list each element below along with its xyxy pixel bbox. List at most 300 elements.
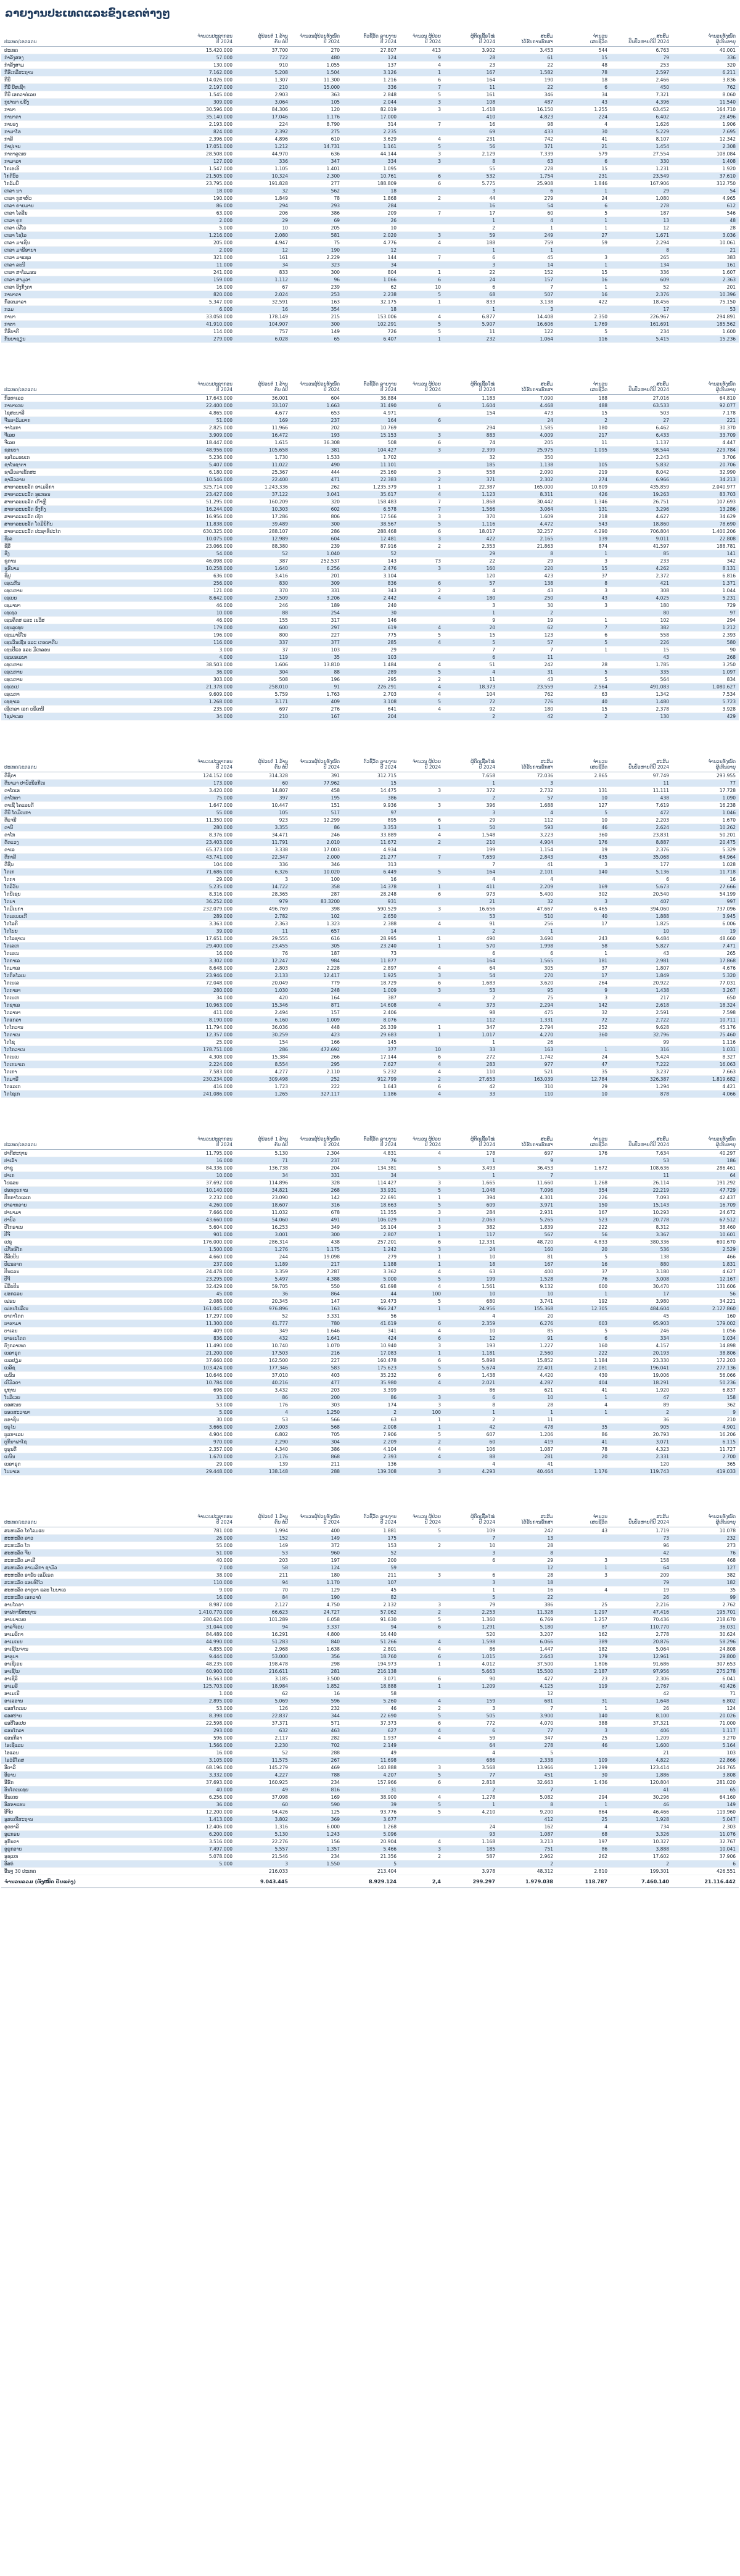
value-cell: 54.199: [672, 891, 739, 898]
value-cell: 830: [236, 580, 291, 587]
value-cell: 1.638: [291, 1646, 343, 1653]
country-name-cell: ຊາມົວລານ: [1, 476, 186, 484]
value-cell: [556, 1542, 610, 1550]
value-cell: 5.180: [498, 1624, 556, 1631]
value-cell: 30.370: [672, 424, 739, 432]
table-row: [1, 787, 739, 795]
value-cell: 5.130: [236, 1150, 291, 1157]
value-cell: 432: [236, 1335, 291, 1342]
value-cell: 3.888: [610, 1846, 672, 1853]
table-row: [1, 543, 739, 550]
country-name-cell: ຊູຣີນາມ: [1, 565, 186, 572]
value-cell: 103: [672, 1749, 739, 1757]
value-cell: 15.500: [498, 1668, 556, 1675]
value-cell: 193: [291, 432, 343, 439]
value-cell: 30: [556, 128, 610, 136]
value-cell: 300: [291, 521, 343, 528]
value-cell: 520: [444, 1631, 498, 1638]
value-cell: 35: [556, 1424, 610, 1431]
value-cell: [444, 1860, 498, 1868]
value-cell: 34.000: [186, 994, 236, 1002]
value-cell: 45.000: [186, 1290, 236, 1298]
value-cell: 24: [444, 276, 498, 284]
value-cell: 342: [672, 558, 739, 565]
value-cell: 204: [343, 713, 400, 720]
value-cell: 286.314: [236, 1239, 291, 1246]
column-header[interactable]: ຈໍານວນຜູ້ປ່ວຍທັງໝົດ ປີ 2024: [291, 750, 343, 772]
value-cell: 41.619: [343, 1320, 400, 1327]
column-header[interactable]: ຜູ້ຕິດເຊື້ອໃໝ່ ປີ 2024: [444, 373, 498, 395]
value-cell: 391: [291, 772, 343, 780]
value-cell: [400, 1017, 444, 1024]
value-cell: 215: [291, 313, 343, 321]
value-cell: 60: [444, 1439, 498, 1446]
value-cell: 18.888: [343, 1683, 400, 1690]
value-cell: 5.673: [610, 883, 672, 891]
country-name-cell: ປອກຕູຍການ: [1, 1187, 186, 1194]
value-cell: 836: [343, 580, 400, 587]
value-cell: 51.295.000: [186, 498, 236, 506]
value-cell: 3.108: [343, 698, 400, 706]
value-cell: 232: [444, 336, 498, 343]
value-cell: 4: [498, 809, 556, 817]
value-cell: 7.093: [610, 1194, 672, 1202]
country-name-cell: ບູກິນາຟາໂຊ: [1, 1439, 186, 1446]
column-header[interactable]: ຕົວຊີ້ວັດ ລາຍງານ ປີ 2024: [343, 750, 400, 772]
value-cell: 227: [291, 1357, 343, 1364]
value-cell: 4.210: [444, 1809, 498, 1816]
value-cell: 596: [291, 1698, 343, 1705]
value-cell: 6.211: [672, 69, 739, 76]
value-cell: 295: [343, 676, 400, 683]
value-cell: 40: [556, 698, 610, 706]
value-cell: 145.279: [236, 1764, 291, 1772]
value-cell: 3: [556, 602, 610, 609]
column-header[interactable]: ຈໍານວນປະຊາກອນ ປີ 2024: [186, 750, 236, 772]
value-cell: 23.240: [343, 943, 400, 950]
table-row: [1, 121, 739, 128]
column-header[interactable]: ປະເທດ/ເຂດແດນ: [1, 373, 186, 395]
value-cell: 2.129: [444, 151, 498, 158]
table-row: [1, 1668, 739, 1675]
value-cell: 4.227: [236, 1772, 291, 1779]
table-row: [1, 1439, 739, 1446]
value-cell: 60: [236, 1801, 291, 1809]
value-cell: 4.677: [236, 410, 291, 417]
value-cell: 5.000: [186, 1409, 236, 1416]
value-cell: 609: [610, 276, 672, 284]
data-section: [1, 750, 739, 1098]
value-cell: 1.600: [672, 328, 739, 336]
table-row: [1, 1764, 739, 1772]
value-cell: 289.000: [186, 913, 236, 920]
value-cell: 139.308: [343, 1468, 400, 1476]
value-cell: 64.160: [672, 1794, 739, 1801]
value-cell: 2.308: [672, 143, 739, 151]
column-header[interactable]: ຈໍານວນ ຜູ້ປ່ວຍ ປີ 2024: [400, 373, 444, 395]
value-cell: 371: [444, 476, 498, 484]
value-cell: 1.009: [291, 1017, 343, 1024]
column-header[interactable]: ຈໍານວນ ເສຍຊີວິດ: [556, 750, 610, 772]
column-header[interactable]: ຈໍານວນ ເສຍຊີວິດ: [556, 25, 610, 47]
value-cell: [400, 1557, 444, 1564]
value-cell: 751: [498, 1846, 556, 1853]
value-cell: 109: [556, 1757, 610, 1764]
value-cell: 32: [236, 188, 291, 195]
value-cell: 94.426: [236, 1809, 291, 1816]
value-cell: 309.498: [236, 1076, 291, 1083]
value-cell: 179.002: [672, 1320, 739, 1327]
value-cell: 12.167: [672, 1276, 739, 1283]
column-header[interactable]: ປະເທດ/ເຂດແດນ: [1, 750, 186, 772]
value-cell: 1: [400, 935, 444, 943]
value-cell: 36: [610, 1416, 672, 1424]
value-cell: 40.000: [186, 1557, 236, 1564]
value-cell: 316: [610, 1046, 672, 1054]
value-cell: 209: [343, 210, 400, 217]
value-cell: 123.414: [610, 1764, 672, 1772]
value-cell: 2.803: [236, 965, 291, 972]
table-row: [1, 839, 739, 846]
value-cell: 3.041: [291, 491, 343, 498]
value-cell: 5.235.000: [186, 883, 236, 891]
value-cell: 97: [343, 809, 400, 817]
country-name-cell: ສະຫະລັດ ຈີນ: [1, 1550, 186, 1557]
value-cell: [444, 1816, 498, 1823]
value-cell: 60: [498, 210, 556, 217]
table-row: [1, 1387, 739, 1394]
column-header[interactable]: ປະເທດ/ເຂດແດນ: [1, 1505, 186, 1527]
column-header[interactable]: ສະສົມ ປິ່ນປົວຫາຍດີປີ 2024: [610, 25, 672, 47]
value-cell: 2.363: [236, 920, 291, 928]
value-cell: 17.643.000: [186, 395, 236, 402]
value-cell: 21.277: [343, 854, 400, 861]
value-cell: 726: [343, 328, 400, 336]
column-header[interactable]: ສະສົມ ປິ່ນປົວຫາຍດີປີ 2024: [610, 750, 672, 772]
table-row: [1, 1786, 739, 1794]
value-cell: 11: [498, 654, 556, 661]
value-cell: 22.400.000: [186, 402, 236, 410]
column-header[interactable]: ສະສົມ ປິ່ນປົວຫາຍດີປີ 2024: [610, 1505, 672, 1527]
value-cell: 8.790: [291, 121, 343, 128]
value-cell: 284: [343, 202, 400, 210]
value-cell: 29: [556, 1083, 610, 1091]
column-header[interactable]: ຈໍານວນຜູ້ປ່ວຍທັງໝົດ ປີ 2024: [291, 25, 343, 47]
value-cell: 138: [498, 580, 556, 587]
value-cell: 3.171: [236, 698, 291, 706]
value-cell: [400, 1668, 444, 1675]
value-cell: 125: [291, 1809, 343, 1816]
value-cell: 280.624.000: [186, 1616, 236, 1624]
country-name-cell: ແອນໂກລາ: [1, 1727, 186, 1735]
column-header[interactable]: ຜູ້ປ່ວຍຕໍ່ 1 ລ້ານ ຄົນ ຕໍ່ປີ: [236, 25, 291, 47]
value-cell: 83.703: [672, 491, 739, 498]
column-header[interactable]: ຈໍານວນປະຊາກອນ ປີ 2024: [186, 25, 236, 47]
column-header[interactable]: ຜູ້ຕິດເຊື້ອໃໝ່ ປີ 2024: [444, 1505, 498, 1527]
country-name-cell: ການາ: [1, 313, 186, 321]
column-header[interactable]: ຜູ້ຕິດເຊື້ອໃໝ່ ປີ 2024: [444, 1128, 498, 1150]
value-cell: [186, 1868, 236, 1875]
value-cell: 50.236: [672, 1379, 739, 1387]
value-cell: 49: [236, 1786, 291, 1794]
value-cell: 34.629: [672, 513, 739, 521]
value-cell: 58.296: [672, 1638, 739, 1646]
value-cell: 1.438: [444, 1372, 498, 1379]
column-header[interactable]: ສະສົມ ປິ່ນປົວຫາຍດີປີ 2024: [610, 373, 672, 395]
table-row: [1, 669, 739, 676]
column-header[interactable]: ຈໍານວນປະຊາກອນ ປີ 2024: [186, 1128, 236, 1150]
value-cell: 970.000: [186, 1439, 236, 1446]
value-cell: 3.432: [236, 1387, 291, 1394]
value-cell: 99: [610, 1039, 672, 1046]
column-header[interactable]: ປະເທດ/ເຂດແດນ: [1, 1128, 186, 1150]
value-cell: 779: [291, 980, 343, 987]
value-cell: 4: [400, 1061, 444, 1068]
value-cell: 2: [498, 609, 556, 617]
value-cell: 120: [444, 572, 498, 580]
country-name-cell: ໂດກາລາ: [1, 987, 186, 994]
value-cell: 4.270: [498, 1031, 556, 1039]
value-cell: 179.000: [186, 624, 236, 632]
value-cell: [400, 1172, 444, 1179]
table-row: [1, 1031, 739, 1039]
value-cell: 3: [498, 306, 556, 313]
column-header[interactable]: ຈໍານວນປະຊາກອນ ປີ 2024: [186, 1505, 236, 1527]
value-cell: 16.244.000: [186, 506, 236, 513]
value-cell: 310: [498, 1083, 556, 1091]
value-cell: 114.427: [343, 1179, 400, 1187]
column-header[interactable]: ຈໍານວນ ເສຍຊີວິດ: [556, 1128, 610, 1150]
column-header[interactable]: ຕົວຊີ້ວັດ ລາຍງານ ປີ 2024: [343, 1128, 400, 1150]
value-cell: 1.454: [610, 143, 672, 151]
value-cell: 6.802: [236, 1431, 291, 1439]
column-header[interactable]: ຈໍານວນທັງໝົດ ຜູ້ເກີນອາຍຸ: [672, 25, 739, 47]
value-cell: 596.000: [186, 1735, 236, 1742]
value-cell: 163: [498, 1046, 556, 1054]
value-cell: 5.265: [498, 1216, 556, 1224]
value-cell: 2.081: [556, 1364, 610, 1372]
value-cell: 1: [498, 247, 556, 254]
country-name-cell: ຈາໄມກາ: [1, 424, 186, 432]
value-cell: 3.000: [186, 646, 236, 654]
column-header[interactable]: ສະສົມ ໄດ້ຮັບການຮັກສາ: [498, 1128, 556, 1150]
column-header[interactable]: ຈໍານວນ ຜູ້ປ່ວຍ ປີ 2024: [400, 750, 444, 772]
value-cell: 2.359: [444, 1320, 498, 1327]
value-cell: 122: [498, 328, 556, 336]
column-header[interactable]: ສະສົມ ໄດ້ຮັບການຮັກສາ: [498, 373, 556, 395]
value-cell: 4: [400, 491, 444, 498]
value-cell: 5: [400, 521, 444, 528]
country-name-cell: ສາທາລະນະລັດ ເກົາຫຼີ: [1, 498, 186, 506]
table-row: [1, 1772, 739, 1779]
value-cell: 15.143: [610, 1202, 672, 1209]
country-name-cell: ເກລາ ອິງກັງດາ: [1, 284, 186, 291]
value-cell: 532: [444, 173, 498, 180]
column-header[interactable]: ຈໍານວນທັງໝົດ ຜູ້ເກີນອາຍຸ: [672, 373, 739, 395]
value-cell: 1: [556, 1705, 610, 1712]
value-cell: 4.260.000: [186, 1202, 236, 1209]
value-cell: 4.947: [236, 239, 291, 247]
value-cell: 8.316.000: [186, 891, 236, 898]
value-cell: 41.777: [236, 1320, 291, 1327]
value-cell: 169: [556, 883, 610, 891]
column-header[interactable]: ຜູ້ປ່ວຍຕໍ່ 1 ລ້ານ ຄົນ ຕໍ່ປີ: [236, 373, 291, 395]
value-cell: 1.607: [672, 269, 739, 276]
value-cell: 6.160: [236, 1017, 291, 1024]
table-row: [1, 1187, 739, 1194]
value-cell: 2.010: [291, 839, 343, 846]
value-cell: 120.804: [610, 1779, 672, 1786]
value-cell: 176: [556, 839, 610, 846]
value-cell: 4.012: [444, 1661, 498, 1668]
column-header[interactable]: ຈໍານວນ ເສຍຊີວິດ: [556, 1505, 610, 1527]
column-header[interactable]: ຈໍານວນຜູ້ປ່ວຍທັງໝົດ ປີ 2024: [291, 1128, 343, 1150]
value-cell: 14.898: [672, 1342, 739, 1350]
value-cell: 3.250: [672, 661, 739, 669]
value-cell: 8.887: [610, 839, 672, 846]
value-cell: 145: [343, 1039, 400, 1046]
column-header[interactable]: ຜູ້ປ່ວຍຕໍ່ 1 ລ້ານ ຄົນ ຕໍ່ປີ: [236, 1505, 291, 1527]
column-header[interactable]: ປະເທດ/ເຂດແດນ: [1, 25, 186, 47]
table-row: [1, 454, 739, 461]
table-row: [1, 1453, 739, 1461]
table-row: [1, 898, 739, 906]
value-cell: 160: [444, 565, 498, 572]
value-cell: 179: [556, 1653, 610, 1661]
value-cell: 182: [556, 1646, 610, 1653]
value-cell: 490: [291, 461, 343, 469]
value-cell: 90: [444, 1675, 498, 1683]
country-name-cell: ເບນິນ: [1, 1453, 186, 1461]
column-header[interactable]: ຕົວຊີ້ວັດ ລາຍງານ ປີ 2024: [343, 25, 400, 47]
column-header[interactable]: ຜູ້ຕິດເຊື້ອໃໝ່ ປີ 2024: [444, 25, 498, 47]
value-cell: 22.401: [498, 1364, 556, 1372]
table-row: [1, 1276, 739, 1283]
value-cell: 140: [556, 1712, 610, 1720]
value-cell: 55: [444, 165, 498, 173]
country-name-cell: ຈີນລາລົມບາກ: [1, 417, 186, 424]
value-cell: 2: [400, 1439, 444, 1446]
value-cell: 65: [672, 1786, 739, 1794]
value-cell: 47: [556, 1061, 610, 1068]
value-cell: 23.295.000: [186, 1276, 236, 1283]
column-header[interactable]: ຈໍານວນ ຜູ້ປ່ວຍ ປີ 2024: [400, 1505, 444, 1527]
value-cell: 14.722: [236, 883, 291, 891]
column-header[interactable]: ຕົວຊີ້ວັດ ລາຍງານ ປີ 2024: [343, 373, 400, 395]
column-header[interactable]: ຈໍານວນທັງໝົດ ຜູ້ເກີນອາຍຸ: [672, 750, 739, 772]
country-name-cell: ຊີລີ: [1, 543, 186, 550]
value-cell: 91: [498, 1335, 556, 1342]
value-cell: 2: [444, 1786, 498, 1794]
value-cell: 2.303: [672, 1823, 739, 1831]
column-header[interactable]: ຈໍານວນ ຜູ້ປ່ວຍ ປີ 2024: [400, 1128, 444, 1150]
table-row: [1, 1327, 739, 1335]
value-cell: 590.529: [343, 906, 400, 913]
column-header[interactable]: ຜູ້ຕິດເຊື້ອໃໝ່ ປີ 2024: [444, 750, 498, 772]
value-cell: 11: [236, 928, 291, 935]
column-header[interactable]: ຜູ້ປ່ວຍຕໍ່ 1 ລ້ານ ຄົນ ຕໍ່ປີ: [236, 1128, 291, 1150]
value-cell: 26: [610, 1705, 672, 1712]
value-cell: 3.104: [343, 572, 400, 580]
value-cell: 6: [556, 632, 610, 639]
value-cell: 477: [291, 1379, 343, 1387]
value-cell: [400, 646, 444, 654]
value-cell: 347: [498, 1735, 556, 1742]
column-header[interactable]: ຈໍານວນ ຜູ້ປ່ວຍ ປີ 2024: [400, 25, 444, 47]
value-cell: 78: [556, 69, 610, 76]
value-cell: 43.660.000: [186, 1216, 236, 1224]
column-header[interactable]: ຈໍານວນທັງໝົດ ຜູ້ເກີນອາຍຸ: [672, 1505, 739, 1527]
column-header[interactable]: ຜູ້ປ່ວຍຕໍ່ 1 ລ້ານ ຄົນ ຕໍ່ປີ: [236, 750, 291, 772]
value-cell: 6.066: [498, 1638, 556, 1646]
value-cell: 421: [610, 580, 672, 587]
value-cell: 354: [291, 306, 343, 313]
value-cell: 97: [672, 609, 739, 617]
value-cell: 237: [291, 1157, 343, 1165]
country-name-cell: ອາເມລິກາ: [1, 1631, 186, 1638]
value-cell: 235.000: [186, 706, 236, 713]
value-cell: 312.750: [672, 180, 739, 188]
value-cell: 3.008: [610, 1276, 672, 1283]
value-cell: 8.311: [498, 491, 556, 498]
value-cell: 17.651.000: [186, 935, 236, 943]
value-cell: 10.601: [672, 1231, 739, 1239]
section-spacer: [0, 1476, 740, 1505]
country-name-cell: ບຣາຊິນ: [1, 1416, 186, 1424]
value-cell: 1.243.336: [236, 484, 291, 491]
value-cell: 8.060: [672, 91, 739, 99]
value-cell: 320: [291, 498, 343, 506]
column-header[interactable]: ຈໍານວນຜູ້ປ່ວຍທັງໝົດ ປີ 2024: [291, 1505, 343, 1527]
value-cell: 435.859: [610, 484, 672, 491]
value-cell: 10.940: [343, 1342, 400, 1350]
country-name-cell: ກວມ: [1, 306, 186, 313]
value-cell: 32: [556, 1009, 610, 1017]
value-cell: 6: [400, 1720, 444, 1727]
table-row: [1, 1083, 739, 1091]
value-cell: 16: [556, 291, 610, 299]
value-cell: 16.440: [343, 1631, 400, 1638]
value-cell: 3: [556, 587, 610, 595]
value-cell: 6: [556, 84, 610, 91]
value-cell: 16: [343, 876, 400, 883]
column-header[interactable]: ສະສົມ ໄດ້ຮັບການຮັກສາ: [498, 25, 556, 47]
column-header[interactable]: ຈໍານວນ ເສຍຊີວິດ: [556, 373, 610, 395]
value-cell: 2: [444, 713, 498, 720]
table-row: [1, 336, 739, 343]
value-cell: 196.000: [186, 632, 236, 639]
value-cell: 158: [610, 1557, 672, 1564]
value-cell: 503: [610, 410, 672, 417]
value-cell: 254: [291, 609, 343, 617]
column-header[interactable]: ສະສົມ ໄດ້ຮັບການຮັກສາ: [498, 750, 556, 772]
column-header[interactable]: ຕົວຊີ້ວັດ ລາຍງານ ປີ 2024: [343, 1505, 400, 1527]
column-header[interactable]: ສະສົມ ໄດ້ຮັບການຮັກສາ: [498, 1505, 556, 1527]
value-cell: 16.150: [498, 106, 556, 114]
value-cell: 5: [400, 1809, 444, 1816]
column-header[interactable]: ຈໍານວນຜູ້ປ່ວຍທັງໝົດ ປີ 2024: [291, 373, 343, 395]
column-header[interactable]: ສະສົມ ປິ່ນປົວຫາຍດີປີ 2024: [610, 1128, 672, 1150]
value-cell: 2.597: [610, 69, 672, 76]
column-header[interactable]: ຈໍານວນປະຊາກອນ ປີ 2024: [186, 373, 236, 395]
value-cell: 144: [343, 254, 400, 262]
value-cell: 2.338: [498, 1757, 556, 1764]
value-cell: 16.063: [672, 1061, 739, 1068]
column-header[interactable]: ຈໍານວນທັງໝົດ ຜູ້ເກີນອາຍຸ: [672, 1128, 739, 1150]
value-cell: 2.044: [343, 99, 400, 106]
value-cell: 349: [236, 1327, 291, 1335]
section-spacer: [0, 343, 740, 373]
